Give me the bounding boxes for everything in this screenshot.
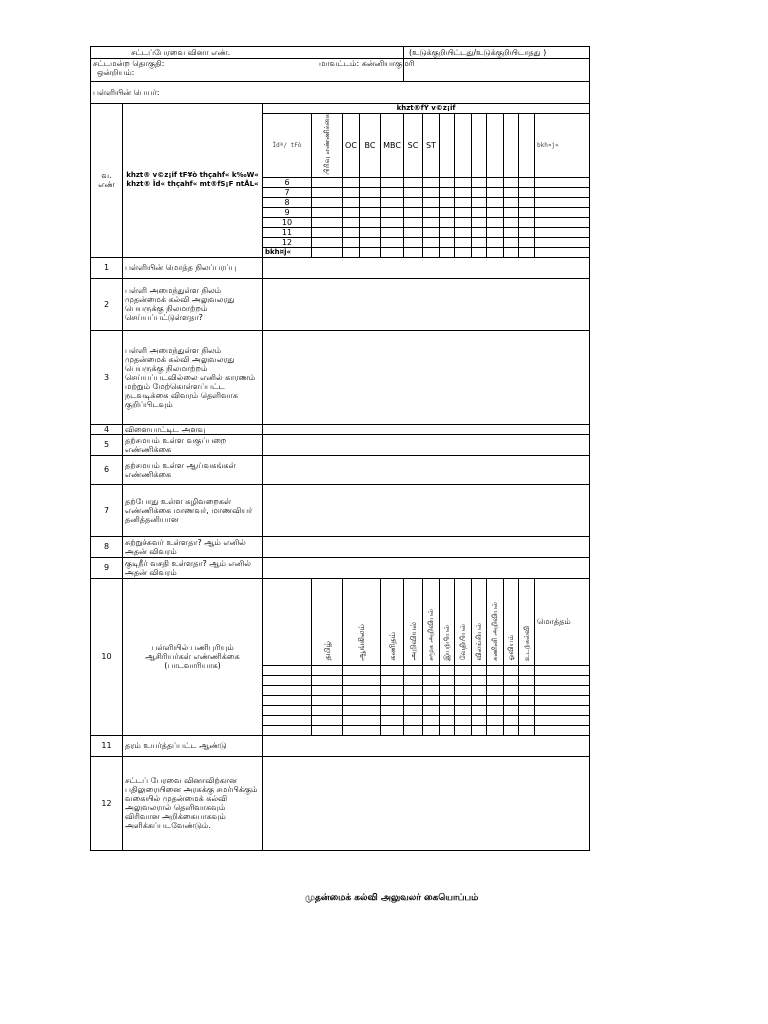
- subject-maths: கணிதம்: [381, 578, 404, 665]
- differently-abled-label: பிரிவு எண்ணிக்கை: [323, 114, 331, 175]
- question-text: குடிநீர் வசதி உள்ளதா? ஆம் எனில் அதன் விவரம்: [123, 557, 263, 578]
- serial-header: வ. எண்: [91, 104, 123, 258]
- answer-cell: [263, 536, 590, 557]
- question-row: [91, 278, 590, 330]
- class-label: 10: [263, 217, 312, 227]
- answer-cell: [263, 434, 590, 455]
- blank-subject-cell: [263, 578, 312, 665]
- blank-header: [487, 114, 504, 178]
- subject-zoology: விலங்கியல்: [472, 578, 487, 665]
- subject-drawing: ஓவியம்: [504, 578, 519, 665]
- constituency-label: சட்டமன்ற தொகுதி:: [93, 59, 165, 68]
- question-number-row: [91, 47, 590, 59]
- question-row: [91, 557, 590, 578]
- question-number-label: சட்டப்பேரவை வினா எண்.: [91, 47, 404, 59]
- proforma-table: [90, 46, 590, 851]
- answer-cell: [263, 330, 590, 424]
- question-number: 5: [91, 434, 123, 455]
- question-text: பள்ளி அமைந்துள்ள நிலம் முதன்மைக் கல்வி அலுவலரது பெயருக்கு நிலமாற்றம் செய்யப்படவில்லை எனில் காரணம் மற்றும் மேற்கொள்ளப்பட்ட நடவடிக்கை விவரம் தெளிவாக குறிப்பிடவும்: [123, 330, 263, 424]
- answer-cell: [263, 278, 590, 330]
- question-text: தற்போது உள்ள கழிவறைகள் எண்ணிக்கை மாணவர், மாணவியர் தனித்தனியான: [123, 484, 263, 536]
- subject-computer-science: கணினி அறிவியல்: [487, 578, 504, 665]
- answer-cell: [263, 756, 590, 850]
- question-row: [91, 434, 590, 455]
- answer-cell: [263, 455, 590, 484]
- constituency-row: [91, 59, 590, 82]
- subject-english: ஆங்கிலம்: [343, 578, 381, 665]
- answer-cell: [263, 257, 590, 278]
- answer-cell: [263, 484, 590, 536]
- question-number: 10: [91, 578, 123, 735]
- answer-cell: [263, 735, 590, 756]
- question-text: தரம் உயர்த்தப்பட்ட ஆண்டு: [123, 735, 263, 756]
- answer-cell: [263, 424, 590, 434]
- question-text: பள்ளி அமைந்துள்ள நிலம் முதன்மைக் கல்வி அலுவலரது பெயருக்கு நிலமாற்றம் செய்யப்பட்டுள்ளதா?: [123, 278, 263, 330]
- enrolment-total-label: bkh¤j«: [263, 247, 312, 257]
- subject-social-science: சமூக அறிவியல்: [423, 578, 440, 665]
- caste-oc-header: OC: [343, 114, 360, 178]
- subject-tamil: தமிழ்: [312, 578, 343, 665]
- caste-sc-header: SC: [404, 114, 423, 178]
- question-number: 11: [91, 735, 123, 756]
- enrolment-group-title: khzt®fŸ v©z¡if: [263, 104, 590, 114]
- class-label: 12: [263, 237, 312, 247]
- question-row: [91, 455, 590, 484]
- union-label: ஒன்றியம்:: [97, 68, 135, 77]
- blank-header: [519, 114, 535, 178]
- question-row: [91, 756, 590, 850]
- blank-header: [455, 114, 472, 178]
- district-label: மாவட்டம்: கன்னியாகுமரி: [319, 59, 415, 68]
- question-text: தற்சமயம் உள்ள ஆய்வகங்கள் எண்ணிக்கை: [123, 455, 263, 484]
- question-text: சுற்றுச்சுவர் உள்ளதா? ஆம் எனில் அதன் விவரம்: [123, 536, 263, 557]
- proforma-sheet: [90, 46, 569, 851]
- subject-chemistry: வேதியியல்: [455, 578, 472, 665]
- caste-st-header: ST: [423, 114, 440, 178]
- caste-mbc-header: MBC: [381, 114, 404, 178]
- question-row: [91, 484, 590, 536]
- question-number: 7: [91, 484, 123, 536]
- blank-header: [504, 114, 519, 178]
- question-number: 12: [91, 756, 123, 850]
- enrolment-title-row: [91, 104, 590, 114]
- class-label: 7: [263, 187, 312, 197]
- question-number: 3: [91, 330, 123, 424]
- school-name-row: [91, 82, 590, 104]
- question-text: சட்டப் பேரவை வினாவிற்கான பதிலுரையினை அரசுக்கு சமர்பிக்கும் வகையில் முதன்மைக் கல்வி அலுவலரால் தெளிவாகவும் விரிவான அறிக்கையாகவும் அளிக்கப்படவேண்டும்.: [123, 756, 263, 850]
- school-name-label: பள்ளியின் பெயர்:: [91, 82, 590, 104]
- question-number: 2: [91, 278, 123, 330]
- class-label: 11: [263, 227, 312, 237]
- question-row: [91, 424, 590, 434]
- question-number: 6: [91, 455, 123, 484]
- subject-physics: இயற்பியல்: [440, 578, 455, 665]
- enrolment-total-header: bkh¤j«: [535, 114, 590, 178]
- answer-cell: [263, 557, 590, 578]
- question-text: பள்ளியில் பணிபுரியும் ஆசிரியர்கள் எண்ணிக்கை (பாடவாரியாக): [123, 578, 263, 735]
- enrolment-description: khzt® v©z¡if tF¥ò thçahf« k‰W« khzt® Ïd« thçahf« mt®fS¡F ntÅL«: [123, 104, 263, 258]
- question-number: 8: [91, 536, 123, 557]
- question-row: [91, 257, 590, 278]
- class-label: 6: [263, 177, 312, 187]
- question-number: 4: [91, 424, 123, 434]
- question-row: [91, 330, 590, 424]
- class-label: 8: [263, 197, 312, 207]
- class-label: 9: [263, 207, 312, 217]
- question-text: பள்ளியின் மொத்த நிலப்பரப்பு: [123, 257, 263, 278]
- caste-bc-header: BC: [360, 114, 381, 178]
- subject-total: மொத்தம்: [535, 578, 590, 665]
- question-number: 1: [91, 257, 123, 278]
- subject-physical-education: உடற்கல்வி: [519, 578, 535, 665]
- officer-signature-label: முதன்மைக் கல்வி அலுவலர் கையொப்பம்: [305, 893, 479, 903]
- question-number: 9: [91, 557, 123, 578]
- question-row: [91, 536, 590, 557]
- question-type-note: (உடுக்குறியிட்டது/உடுக்குறியிடாதது ): [404, 47, 590, 59]
- question-row: [91, 735, 590, 756]
- blank-header: [472, 114, 487, 178]
- subject-science: அறிவியல்: [404, 578, 423, 665]
- class-section-header: Ïdª/ tFò: [263, 114, 312, 178]
- differently-abled-header: [312, 114, 343, 178]
- question-text: தற்சமயம் உள்ள வகுப்பறை எண்ணிக்கை: [123, 434, 263, 455]
- teachers-subject-header-row: [91, 578, 590, 665]
- district-cell: [319, 59, 590, 82]
- blank-header: [440, 114, 455, 178]
- question-text: விளையாட்டிட அளவு: [123, 424, 263, 434]
